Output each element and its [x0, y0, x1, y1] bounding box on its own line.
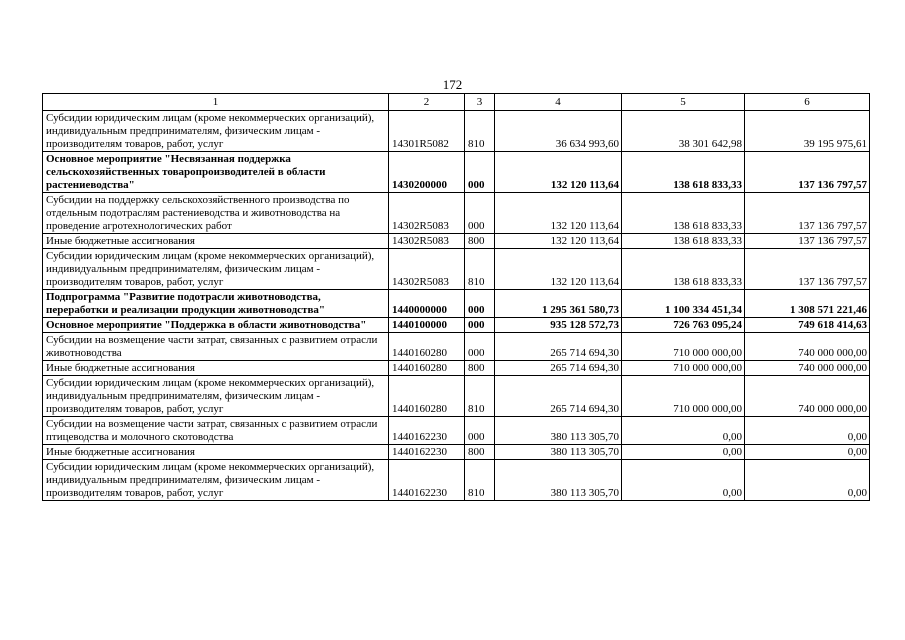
- row-amount-year2-cell: 38 301 642,98: [622, 111, 745, 152]
- row-name-cell: Основное мероприятие "Несвязанная поддержка сельскохозяйственных товаропроизводителей в области растениеводства": [43, 152, 389, 193]
- table-row: [43, 445, 870, 460]
- row-amount-year2-cell: 710 000 000,00: [622, 376, 745, 417]
- row-name-cell: Подпрограмма "Развитие подотрасли животноводства, переработки и реализации продукции животноводства": [43, 290, 389, 318]
- row-code-cell: 14302R5083: [389, 234, 465, 249]
- row-amount-year1-cell: 265 714 694,30: [495, 376, 622, 417]
- table-row: [43, 249, 870, 290]
- row-amount-year3-cell: 740 000 000,00: [745, 361, 870, 376]
- row-type-cell: 810: [465, 111, 495, 152]
- row-amount-year2-cell: 0,00: [622, 445, 745, 460]
- table-row: [43, 361, 870, 376]
- row-code-cell: 1440000000: [389, 290, 465, 318]
- row-amount-year3-cell: 740 000 000,00: [745, 333, 870, 361]
- header-row: [43, 94, 870, 111]
- row-type-cell: 800: [465, 361, 495, 376]
- row-name-cell: Субсидии юридическим лицам (кроме некоммерческих организаций), индивидуальным предпринимателям, физическим лицам - производителям товаров, работ, услуг: [43, 376, 389, 417]
- row-name-cell: Иные бюджетные ассигнования: [43, 234, 389, 249]
- row-amount-year1-cell: 265 714 694,30: [495, 333, 622, 361]
- row-amount-year1-cell: 380 113 305,70: [495, 460, 622, 501]
- row-code-cell: 1440160280: [389, 333, 465, 361]
- row-amount-year1-cell: 132 120 113,64: [495, 193, 622, 234]
- row-amount-year3-cell: 0,00: [745, 460, 870, 501]
- table-row: [43, 417, 870, 445]
- row-type-cell: 000: [465, 417, 495, 445]
- row-type-cell: 000: [465, 290, 495, 318]
- row-amount-year3-cell: 1 308 571 221,46: [745, 290, 870, 318]
- table-row: [43, 234, 870, 249]
- row-type-cell: 000: [465, 193, 495, 234]
- row-amount-year2-cell: 138 618 833,33: [622, 234, 745, 249]
- row-amount-year3-cell: 0,00: [745, 417, 870, 445]
- row-name-cell: Субсидии на возмещение части затрат, связанных с развитием отрасли животноводства: [43, 333, 389, 361]
- row-code-cell: 1430200000: [389, 152, 465, 193]
- row-name-cell: Субсидии юридическим лицам (кроме некоммерческих организаций), индивидуальным предпринимателям, физическим лицам - производителям товаров, работ, услуг: [43, 460, 389, 501]
- budget-table: [42, 93, 870, 501]
- row-code-cell: 14302R5083: [389, 193, 465, 234]
- row-amount-year1-cell: 380 113 305,70: [495, 417, 622, 445]
- row-amount-year2-cell: 138 618 833,33: [622, 152, 745, 193]
- row-amount-year3-cell: 137 136 797,57: [745, 249, 870, 290]
- table-row: [43, 111, 870, 152]
- row-name-cell: Субсидии юридическим лицам (кроме некоммерческих организаций), индивидуальным предпринимателям, физическим лицам - производителям товаров, работ, услуг: [43, 111, 389, 152]
- column-header: 4: [495, 94, 622, 111]
- row-amount-year1-cell: 380 113 305,70: [495, 445, 622, 460]
- row-amount-year2-cell: 138 618 833,33: [622, 249, 745, 290]
- row-amount-year1-cell: 132 120 113,64: [495, 249, 622, 290]
- row-name-cell: Субсидии юридическим лицам (кроме некоммерческих организаций), индивидуальным предпринимателям, физическим лицам - производителям товаров, работ, услуг: [43, 249, 389, 290]
- row-amount-year2-cell: 138 618 833,33: [622, 193, 745, 234]
- row-type-cell: 810: [465, 249, 495, 290]
- row-amount-year3-cell: 749 618 414,63: [745, 318, 870, 333]
- row-amount-year3-cell: 740 000 000,00: [745, 376, 870, 417]
- row-type-cell: 800: [465, 445, 495, 460]
- row-name-cell: Субсидии на поддержку сельскохозяйственного производства по отдельным подотраслям растениеводства и животноводства на проведение агротехнологических работ: [43, 193, 389, 234]
- row-type-cell: 000: [465, 333, 495, 361]
- row-amount-year2-cell: 1 100 334 451,34: [622, 290, 745, 318]
- table-row: [43, 333, 870, 361]
- row-amount-year3-cell: 137 136 797,57: [745, 193, 870, 234]
- table-row: [43, 376, 870, 417]
- column-header: 3: [465, 94, 495, 111]
- row-code-cell: 1440162230: [389, 460, 465, 501]
- row-type-cell: 810: [465, 376, 495, 417]
- row-amount-year1-cell: 265 714 694,30: [495, 361, 622, 376]
- row-type-cell: 000: [465, 318, 495, 333]
- table-row: [43, 290, 870, 318]
- row-amount-year1-cell: 1 295 361 580,73: [495, 290, 622, 318]
- table-row: [43, 460, 870, 501]
- row-amount-year1-cell: 132 120 113,64: [495, 152, 622, 193]
- row-type-cell: 000: [465, 152, 495, 193]
- table-row: [43, 318, 870, 333]
- row-amount-year2-cell: 0,00: [622, 460, 745, 501]
- row-type-cell: 810: [465, 460, 495, 501]
- column-header: 2: [389, 94, 465, 111]
- row-name-cell: Субсидии на возмещение части затрат, связанных с развитием отрасли птицеводства и молочного скотоводства: [43, 417, 389, 445]
- row-code-cell: 14302R5083: [389, 249, 465, 290]
- row-code-cell: 14301R5082: [389, 111, 465, 152]
- row-code-cell: 1440100000: [389, 318, 465, 333]
- table-row: [43, 193, 870, 234]
- row-name-cell: Основное мероприятие "Поддержка в области животноводства": [43, 318, 389, 333]
- row-code-cell: 1440162230: [389, 445, 465, 460]
- column-header: 6: [745, 94, 870, 111]
- row-amount-year3-cell: 137 136 797,57: [745, 152, 870, 193]
- row-code-cell: 1440162230: [389, 417, 465, 445]
- row-amount-year2-cell: 710 000 000,00: [622, 333, 745, 361]
- row-type-cell: 800: [465, 234, 495, 249]
- row-amount-year1-cell: 935 128 572,73: [495, 318, 622, 333]
- row-amount-year1-cell: 36 634 993,60: [495, 111, 622, 152]
- row-code-cell: 1440160280: [389, 376, 465, 417]
- row-name-cell: Иные бюджетные ассигнования: [43, 361, 389, 376]
- row-amount-year3-cell: 137 136 797,57: [745, 234, 870, 249]
- row-amount-year1-cell: 132 120 113,64: [495, 234, 622, 249]
- row-amount-year3-cell: 0,00: [745, 445, 870, 460]
- row-amount-year3-cell: 39 195 975,61: [745, 111, 870, 152]
- row-name-cell: Иные бюджетные ассигнования: [43, 445, 389, 460]
- row-amount-year2-cell: 0,00: [622, 417, 745, 445]
- row-amount-year2-cell: 726 763 095,24: [622, 318, 745, 333]
- row-code-cell: 1440160280: [389, 361, 465, 376]
- row-amount-year2-cell: 710 000 000,00: [622, 361, 745, 376]
- column-header: 1: [43, 94, 389, 111]
- page-number: 172: [442, 77, 463, 92]
- column-header: 5: [622, 94, 745, 111]
- table-row: [43, 152, 870, 193]
